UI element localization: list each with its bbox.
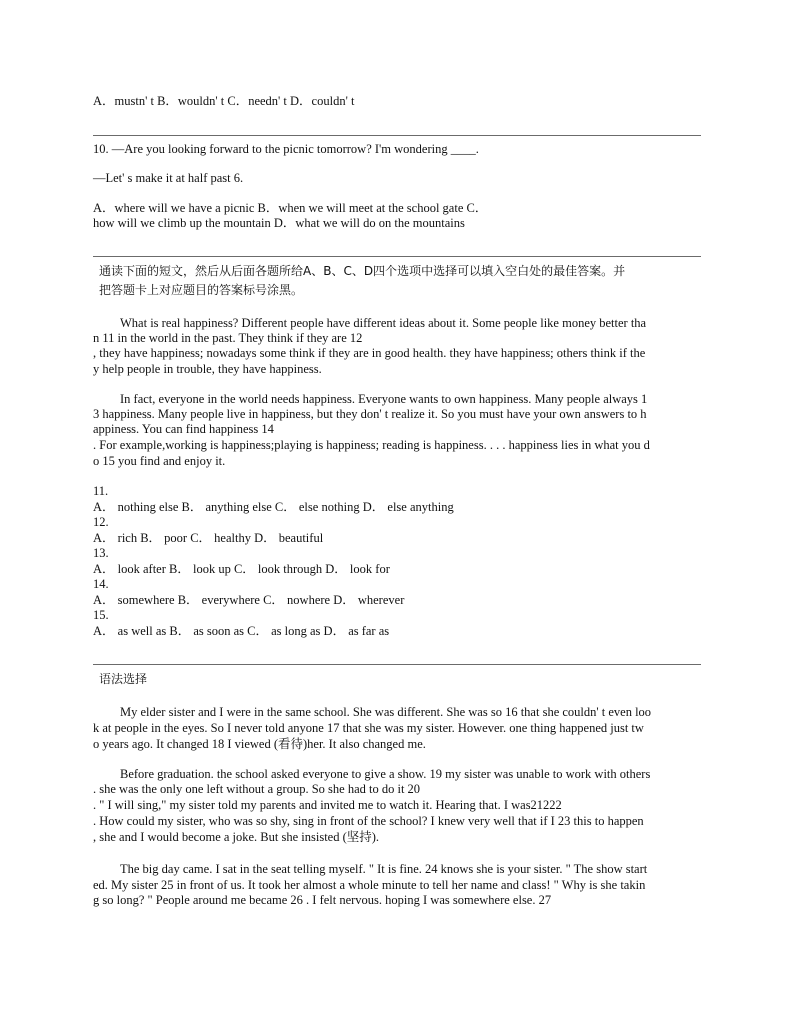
q10-options-line-2: how will we climb up the mountain D．what we will do on the mountains (93, 216, 465, 230)
grammar-paragraph-3-line: g so long? " People around me became 26 . I felt nervous. hoping I was somewhere else. 27 (93, 893, 552, 907)
question-number: 14. (93, 577, 109, 591)
section-divider (93, 664, 701, 665)
section-divider (93, 256, 701, 257)
cloze-paragraph-1-line: , they have happiness; nowadays some think if they are in good health. they have happiness; others think if the (93, 346, 646, 360)
cloze-paragraph-2-line: . For example,working is happiness;playing is happiness; reading is happiness. . . . happiness lies in what you d (93, 438, 650, 452)
question-options: A． rich B． poor C． healthy D． beautiful (93, 531, 324, 545)
q10-reply: —Let' s make it at half past 6. (93, 171, 244, 185)
cloze-instruction-line-1: 通读下面的短文，然后从后面各题所给A、B、C、D四个选项中选择可以填入空白处的最佳答案。并 (99, 264, 626, 278)
cloze-instruction-line-2: 把答题卡上对应题目的答案标号涂黑。 (99, 283, 304, 297)
q9-options: A．mustn' t B．wouldn' t C．needn' t D．couldn' t (93, 94, 355, 108)
cloze-paragraph-1-line: y help people in trouble, they have happiness. (93, 362, 322, 376)
question-number: 11. (93, 484, 109, 498)
q10-question: 10. —Are you looking forward to the picnic tomorrow? I'm wondering ____. (93, 142, 479, 156)
question-number: 12. (93, 515, 109, 529)
grammar-paragraph-3-line: The big day came. I sat in the seat telling myself. " It is fine. 24 knows she is your sister. " The show start (120, 862, 648, 876)
cloze-paragraph-1-line: n 11 in the world in the past. They think if they are 12 (93, 331, 363, 345)
grammar-paragraph-1-line: My elder sister and I were in the same school. She was different. She was so 16 that she couldn' t even loo (120, 705, 652, 719)
question-options: A． somewhere B． everywhere C． nowhere D． wherever (93, 593, 405, 607)
question-options: A． nothing else B． anything else C． else nothing D． else anything (93, 500, 454, 514)
question-options: A． as well as B． as soon as C． as long as D． as far as (93, 624, 390, 638)
grammar-paragraph-1-line: o years ago. It changed 18 I viewed (看待)her. It also changed me. (93, 737, 426, 751)
grammar-paragraph-2-line: Before graduation. the school asked everyone to give a show. 19 my sister was unable to work with others (120, 767, 651, 781)
question-number: 15. (93, 608, 109, 622)
section-divider (93, 135, 701, 136)
grammar-paragraph-1-line: k at people in the eyes. So I never told anyone 17 that she was my sister. However. one thing happened just tw (93, 721, 644, 735)
cloze-paragraph-2-line: o 15 you find and enjoy it. (93, 454, 226, 468)
cloze-paragraph-2-line: appiness. You can find happiness 14 (93, 422, 274, 436)
grammar-paragraph-2-line: . " I will sing," my sister told my parents and invited me to watch it. Hearing that. I was21222 (93, 798, 562, 812)
cloze-paragraph-1-line: What is real happiness? Different people have different ideas about it. Some people like money better tha (120, 316, 647, 330)
cloze-paragraph-2-line: In fact, everyone in the world needs happiness. Everyone wants to own happiness. Many people always 1 (120, 392, 648, 406)
cloze-paragraph-2-line: 3 happiness. Many people live in happiness, but they don' t realize it. So you must have your own answers to h (93, 407, 647, 421)
grammar-paragraph-2-line: . she was the only one left without a group. So she had to do it 20 (93, 782, 421, 796)
grammar-paragraph-3-line: ed. My sister 25 in front of us. It took her almost a whole minute to tell her name and class! " Why is she takin (93, 878, 646, 892)
grammar-paragraph-2-line: , she and I would become a joke. But she insisted (坚持). (93, 830, 380, 844)
grammar-paragraph-2-line: . How could my sister, who was so shy, sing in front of the school? I knew very well that if I 23 this to happen (93, 814, 644, 828)
grammar-heading: 语法选择 (99, 672, 148, 686)
question-number: 13. (93, 546, 109, 560)
question-options: A． look after B． look up C． look through D． look for (93, 562, 390, 576)
q10-options-line-1: A．where will we have a picnic B．when we will meet at the school gate C． (93, 201, 488, 215)
